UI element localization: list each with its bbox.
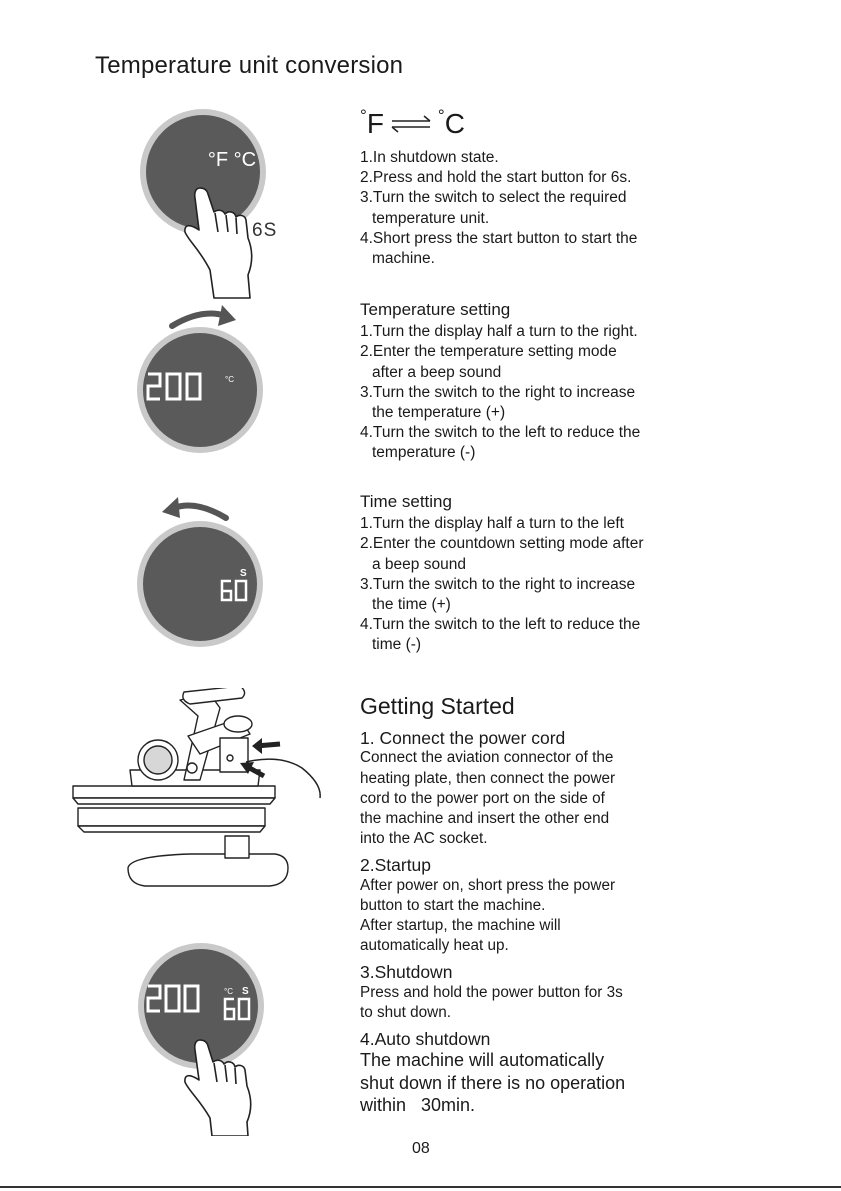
unit-conversion-illustration [130, 100, 300, 300]
degree-symbol: ° [360, 106, 367, 125]
body-line: Connect the aviation connector of the [360, 749, 614, 767]
step-line: 3.Turn the switch to select the required [360, 189, 627, 207]
step-line: the temperature (+) [372, 404, 506, 422]
body-line: button to start the machine. [360, 896, 546, 914]
display-face [143, 527, 257, 641]
body-line: heating plate, then connect the power [360, 769, 616, 787]
step-line: 2.Enter the countdown setting mode after [360, 535, 644, 553]
time-unit-label: S [242, 986, 249, 997]
step-line: 4.Turn the switch to the left to reduce the [360, 616, 641, 634]
step-line: machine. [372, 250, 435, 268]
temperature-setting-illustration [130, 300, 280, 460]
conversion-steps [360, 148, 637, 269]
machine-column [225, 836, 249, 858]
body-line: the machine and insert the other end [360, 810, 610, 828]
machine-base [128, 854, 288, 886]
step-line: 1.In shutdown state. [360, 149, 499, 166]
section-heading: Time setting [360, 492, 452, 511]
step-line: 4.Short press the start button to start the [360, 229, 638, 247]
step-line: 4.Turn the switch to the left to reduce the [360, 424, 641, 442]
rotate-left-arrowhead [162, 497, 180, 518]
time-setting-section [360, 492, 643, 656]
startup-title: 2.Startup [360, 855, 432, 876]
temperature-unit-label: °C [225, 375, 234, 384]
step-line: 3.Turn the switch to the right to increase [360, 383, 636, 401]
auto-shutdown-title: 4.Auto shutdown [360, 1029, 491, 1050]
body-line: shut down if there is no operation [360, 1072, 626, 1093]
step-line: after a beep sound [372, 363, 502, 381]
connect-title: 1. Connect the power cord [360, 728, 566, 749]
unit-conversion-heading [360, 108, 465, 140]
section-heading: Getting Started [360, 693, 515, 719]
body-line: Press and hold the power button for 3s [360, 983, 623, 1001]
shutdown-title: 3.Shutdown [360, 962, 453, 983]
step-line: a beep sound [372, 555, 466, 573]
step-line: temperature (-) [372, 444, 476, 462]
page-number: 08 [412, 1140, 430, 1157]
section-heading: Temperature setting [360, 300, 511, 319]
step-line: 1.Turn the display half a turn to the right. [360, 323, 638, 341]
step-line: 3.Turn the switch to the right to increase [360, 575, 636, 593]
step-line: 1.Turn the display half a turn to the left [360, 515, 624, 533]
step-line: temperature unit. [372, 209, 490, 227]
upper-plate [73, 786, 275, 798]
body-line: After startup, the machine will [360, 917, 561, 935]
step-line: time (-) [372, 636, 422, 654]
body-line: The machine will automatically [360, 1050, 605, 1071]
fahrenheit-label: F [366, 108, 384, 139]
lower-plate [78, 808, 265, 826]
temperature-setting-section [360, 300, 640, 464]
temperature-unit-label: °C [224, 987, 233, 996]
step-line: the time (+) [372, 596, 451, 614]
time-setting-illustration [130, 492, 280, 652]
body-line: After power on, short press the power [360, 876, 616, 894]
rotate-left-arrow-icon [174, 506, 226, 518]
machine-handle [183, 688, 245, 704]
body-line: to shut down. [360, 1003, 451, 1021]
rotate-right-arrowhead [218, 305, 236, 326]
bottom-divider [0, 1186, 841, 1188]
getting-started-section [360, 693, 626, 1117]
step-line: 2.Press and hold the start button for 6s. [360, 169, 632, 187]
unit-display-text: °F °C [207, 149, 257, 171]
startup-display-illustration [128, 936, 298, 1136]
pressure-knob [224, 716, 252, 732]
body-line: into the AC socket. [360, 830, 488, 848]
page-title: Temperature unit conversion [95, 52, 404, 79]
time-unit-label: S [240, 568, 247, 579]
step-line: 2.Enter the temperature setting mode [360, 343, 617, 361]
heat-press-machine-illustration [70, 688, 330, 908]
body-line: automatically heat up. [360, 937, 509, 955]
hold-time-label: 6S [252, 220, 278, 241]
exchange-arrows-icon [388, 113, 434, 135]
body-line: within 30min. [360, 1095, 476, 1116]
body-line: cord to the power port on the side of [360, 789, 605, 807]
rotate-right-arrow-icon [172, 314, 226, 326]
celsius-label: C [444, 108, 465, 139]
degree-symbol: ° [437, 106, 445, 125]
